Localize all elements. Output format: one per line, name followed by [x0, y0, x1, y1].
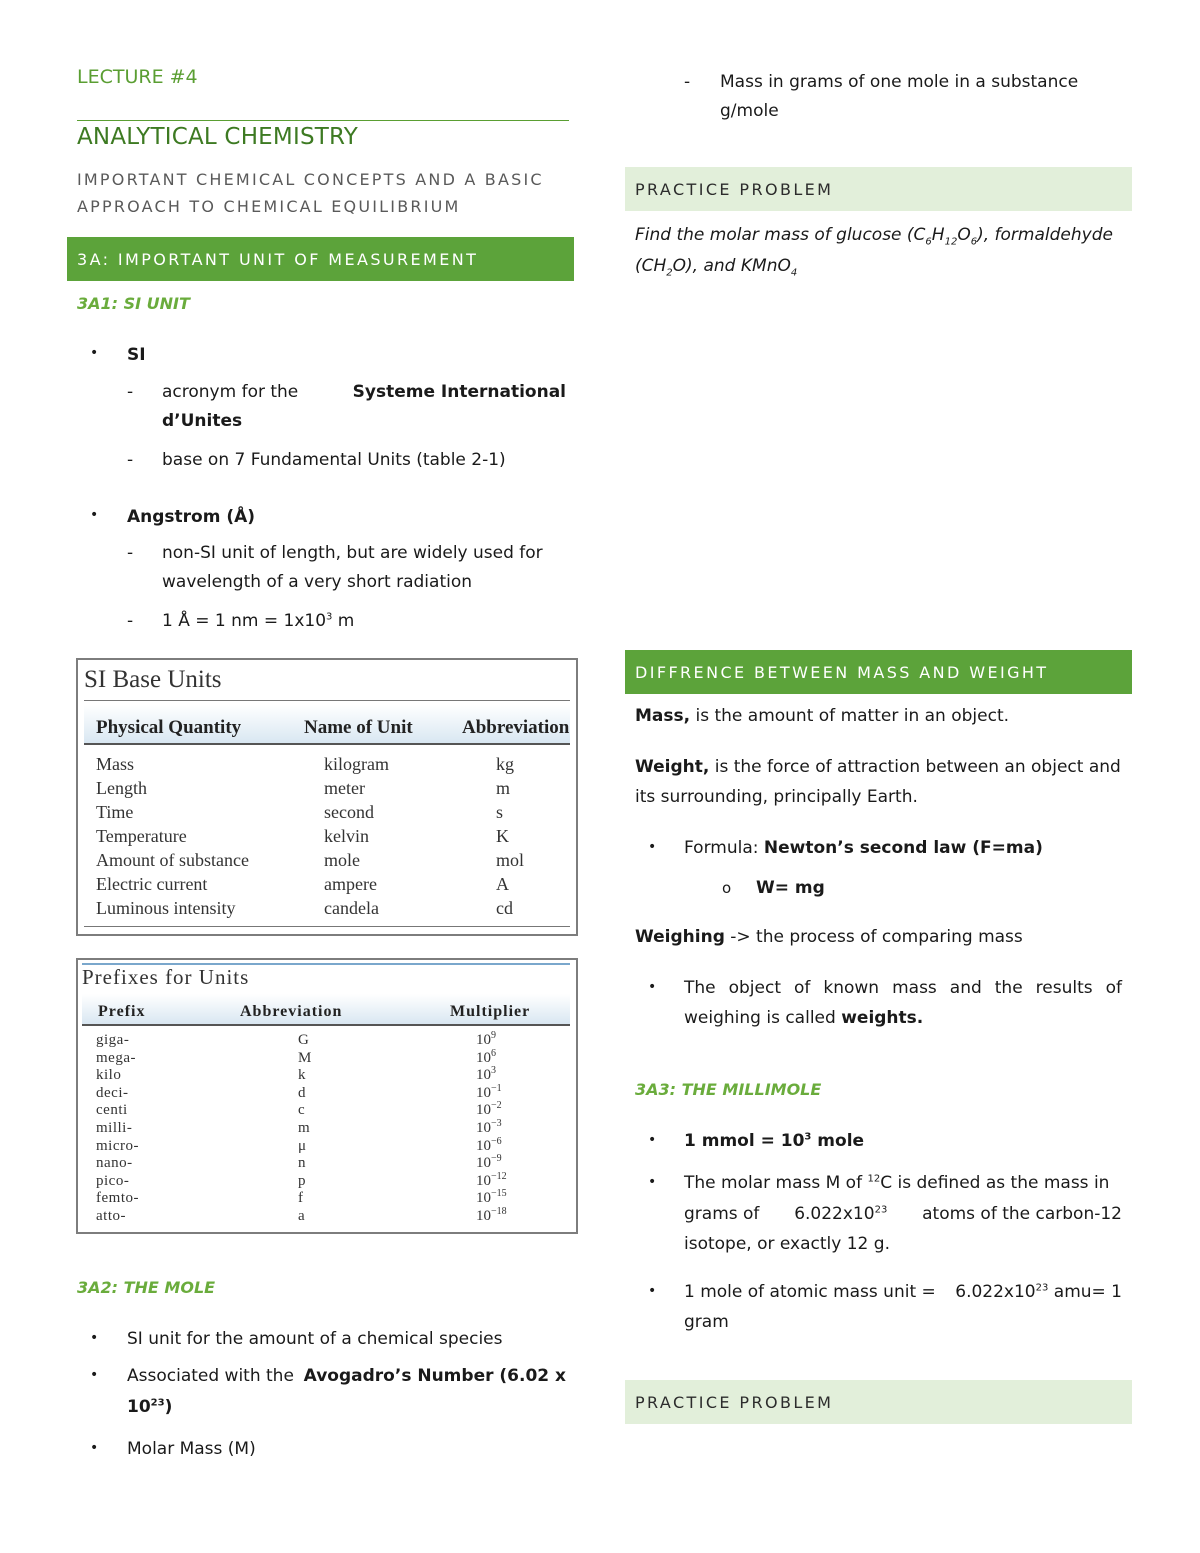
si-unit-cell: meter — [324, 778, 365, 798]
multiplier-exponent: −15 — [491, 1188, 507, 1200]
bullet-icon: • — [90, 1440, 99, 1456]
prefix-name-cell: nano- — [96, 1155, 133, 1172]
multiplier-base: 10 — [476, 1032, 491, 1048]
page-title: ANALYTICAL CHEMISTRY — [77, 124, 358, 150]
multiplier-exponent: −9 — [491, 1153, 502, 1165]
bullet-icon: • — [90, 507, 99, 523]
si-quantity-cell: Electric current — [96, 874, 208, 894]
multiplier-base: 10 — [476, 1208, 491, 1224]
prefix-multiplier-cell — [476, 1190, 507, 1207]
section-heading-3a: 3A: IMPORTANT UNIT OF MEASUREMENT — [67, 237, 574, 281]
section-heading-mass-weight: DIFFRENCE BETWEEN MASS AND WEIGHT — [625, 650, 1132, 694]
bullet-icon: • — [90, 345, 99, 361]
header-name-of-unit: Name of Unit — [304, 717, 413, 738]
prefix-name-cell: micro- — [96, 1137, 139, 1154]
header-physical-quantity: Physical Quantity — [96, 717, 242, 738]
si-unit-cell: second — [324, 802, 374, 822]
multiplier-exponent: −1 — [491, 1082, 502, 1094]
prefix-name-cell: deci- — [96, 1084, 129, 1101]
weight-definition-2: its surrounding, principally Earth. — [635, 787, 918, 807]
multiplier-base: 10 — [476, 1102, 491, 1119]
si-unit-cell: ampere — [324, 874, 377, 894]
prefix-multiplier-cell — [476, 1067, 496, 1084]
prefix-multiplier-cell — [476, 1032, 496, 1049]
subheading-millimole: 3A3: THE MILLIMOLE — [635, 1080, 822, 1099]
molar-mass-c12-1: The molar mass M of $^{12}$C is defined as the mass in — [684, 1173, 1110, 1193]
prefix-name-cell: centi — [96, 1102, 128, 1119]
multiplier-base: 10 — [476, 1067, 491, 1084]
amu-line-2: gram — [684, 1312, 729, 1332]
table-rule — [82, 963, 570, 965]
prefix-abbrev-cell: d — [298, 1084, 306, 1101]
si-abbrev-cell: s — [496, 802, 504, 822]
si-abbrev-cell: A — [496, 874, 509, 894]
mole-molar-mass: Molar Mass (M) — [127, 1439, 256, 1459]
bullet-icon: • — [648, 839, 657, 855]
bullet-icon: • — [648, 1132, 657, 1148]
si-fundamental-units: base on 7 Fundamental Units (table 2-1) — [162, 450, 506, 470]
prefix-multiplier-cell — [476, 1170, 507, 1190]
weight-definition-1: Weight, is the force of attraction between an object and — [635, 757, 1121, 777]
bullet-icon: • — [90, 1367, 99, 1383]
table-header-row — [84, 705, 570, 745]
sub-bullet-icon: o — [722, 879, 732, 897]
weights-line-2: weighing is called weights. — [684, 1008, 924, 1028]
si-quantity-cell: Luminous intensity — [96, 898, 236, 918]
formula-newton: Formula: Newton’s second law (F=ma) — [684, 838, 1043, 858]
millimole-definition: 1 mmol = $10^3$ mole — [684, 1131, 865, 1151]
multiplier-exponent: −12 — [491, 1170, 507, 1182]
si-abbrev-cell: K — [496, 826, 509, 846]
prefix-multiplier-cell — [476, 1082, 502, 1102]
si-base-units-table — [76, 658, 578, 936]
header-prefix: Prefix — [98, 1003, 146, 1020]
weight-equation: W= mg — [756, 878, 825, 898]
prefix-name-cell: mega- — [96, 1049, 136, 1066]
mole-avogadro-line: Associated with the Avogadro’s Number (6.02 x — [127, 1366, 566, 1386]
prefix-name-cell: femto- — [96, 1190, 139, 1207]
multiplier-base: 10 — [476, 1172, 491, 1189]
prefix-abbrev-cell: f — [298, 1190, 304, 1207]
prefix-abbrev-cell: G — [298, 1032, 310, 1048]
si-abbrev-cell: m — [496, 778, 511, 798]
bullet-icon: • — [648, 979, 657, 995]
multiplier-exponent: −6 — [491, 1135, 502, 1147]
multiplier-base: 10 — [476, 1084, 491, 1101]
prefix-abbrev-cell: μ — [298, 1137, 307, 1154]
prefix-multiplier-cell — [476, 1102, 502, 1119]
subheading-the-mole: 3A2: THE MOLE — [77, 1278, 216, 1297]
bullet-icon: • — [648, 1283, 657, 1299]
si-abbrev-cell: cd — [496, 898, 513, 918]
multiplier-base: 10 — [476, 1190, 491, 1207]
si-unit-cell: candela — [324, 898, 379, 918]
angstrom-conversion: 1 Å = 1 nm = $1x10^3$ m — [162, 611, 355, 631]
amu-line-1: 1 mole of atomic mass unit = $6.022x10^{23}$ amu= 1 — [684, 1282, 1122, 1302]
prefix-multiplier-cell — [476, 1047, 496, 1067]
si-abbrev-cell: kg — [496, 754, 514, 774]
prefix-multiplier-cell — [476, 1208, 507, 1225]
molar-mass-unit: g/mole — [720, 101, 779, 121]
angstrom-desc-2: wavelength of a very short radiation — [162, 572, 473, 592]
multiplier-base: 10 — [476, 1120, 491, 1136]
prefix-multiplier-cell — [476, 1155, 502, 1172]
bullet-icon: • — [648, 1174, 657, 1190]
prefix-name-cell: atto- — [96, 1208, 126, 1224]
multiplier-exponent: −2 — [491, 1100, 502, 1112]
si-abbrev-cell: mol — [496, 850, 525, 870]
si-quantity-cell: Length — [96, 778, 147, 798]
header-abbreviation: Abbreviation — [462, 717, 570, 738]
dash-icon: - — [127, 382, 134, 402]
practice-problem-heading-1: PRACTICE PROBLEM — [625, 167, 1132, 211]
si-quantity-cell: Mass — [96, 754, 135, 774]
mole-avogadro-line2: $10^{23}$) — [127, 1397, 173, 1417]
prefix-abbrev-cell: M — [298, 1049, 312, 1066]
prefix-multiplier-cell — [476, 1135, 502, 1155]
si-unit-cell: kilogram — [324, 754, 389, 774]
practice-problem-heading-2: PRACTICE PROBLEM — [625, 1380, 1132, 1424]
si-quantity-cell: Time — [96, 802, 134, 822]
table-caption: Prefixes for Units — [82, 965, 250, 989]
table-rule — [84, 700, 570, 701]
mass-definition: Mass, is the amount of matter in an object. — [635, 706, 1010, 726]
si-acronym-line2: d’Unites — [162, 411, 243, 431]
si-unit-cell: mole — [324, 850, 360, 870]
prefix-name-cell: milli- — [96, 1120, 133, 1136]
prefix-abbrev-cell: m — [298, 1120, 311, 1136]
molar-mass-c12-3: isotope, or exactly 12 g. — [684, 1234, 890, 1254]
prefix-abbrev-cell: a — [298, 1208, 306, 1224]
practice-problem-text-2: $(CH_2O)$, and KMnO$_4$ — [635, 256, 798, 279]
prefix-name-cell: giga- — [96, 1032, 130, 1048]
molar-mass-c12-2: grams of $6.022x10^{23}$ atoms of the carbon-12 — [684, 1204, 1122, 1224]
multiplier-base: 10 — [476, 1049, 491, 1066]
prefixes-table — [76, 958, 578, 1234]
weighing-definition: Weighing -> the process of comparing mass — [635, 927, 1023, 947]
subheading-si-unit: 3A1: SI UNIT — [77, 294, 190, 313]
si-unit-cell: kelvin — [324, 826, 369, 846]
multiplier-exponent: 3 — [491, 1065, 496, 1077]
table-caption: SI Base Units — [84, 666, 222, 693]
multiplier-base: 10 — [476, 1137, 491, 1154]
prefix-abbrev-cell: k — [298, 1067, 306, 1084]
prefix-abbrev-cell: c — [298, 1102, 306, 1119]
multiplier-exponent: 9 — [491, 1030, 496, 1041]
si-label: SI — [127, 345, 146, 365]
multiplier-exponent: 6 — [491, 1047, 496, 1059]
molar-mass-definition: Mass in grams of one mole in a substance — [720, 72, 1079, 92]
angstrom-label: Angstrom (Å) — [127, 507, 256, 527]
practice-problem-text-1: Find the molar mass of glucose $(C_6H_{12}O_6)$, formaldehyde — [635, 225, 1113, 248]
dash-icon: - — [684, 72, 691, 92]
si-quantity-cell: Temperature — [96, 826, 187, 846]
dash-icon: - — [127, 450, 134, 470]
page-subtitle: IMPORTANT CHEMICAL CONCEPTS AND A BASIC APPROACH TO CHEMICAL EQUILIBRIUM — [77, 170, 544, 216]
dash-icon: - — [127, 611, 134, 631]
angstrom-desc-1: non-SI unit of length, but are widely used for — [162, 543, 543, 563]
mole-si-unit: SI unit for the amount of a chemical species — [127, 1329, 503, 1349]
header-abbreviation: Abbreviation — [240, 1003, 343, 1020]
multiplier-exponent: −18 — [491, 1206, 507, 1217]
prefix-name-cell: kilo — [96, 1067, 122, 1084]
bullet-icon: • — [90, 1330, 99, 1346]
weights-line-1: The object of known mass and the results of — [684, 978, 1122, 998]
multiplier-base: 10 — [476, 1155, 491, 1172]
prefix-abbrev-cell: n — [298, 1155, 306, 1172]
prefix-name-cell: pico- — [96, 1172, 130, 1189]
lecture-label: LECTURE #4 — [77, 66, 198, 88]
title-divider — [77, 120, 569, 121]
si-quantity-cell: Amount of substance — [96, 850, 249, 870]
header-multiplier: Multiplier — [450, 1003, 531, 1020]
prefix-abbrev-cell: p — [298, 1172, 306, 1189]
multiplier-exponent: −3 — [491, 1118, 502, 1129]
prefix-multiplier-cell — [476, 1120, 502, 1137]
si-acronym-line: acronym for the Systeme International — [162, 382, 566, 402]
dash-icon: - — [127, 543, 134, 563]
table-header-row — [82, 994, 570, 1026]
table-bottom-rule — [84, 926, 570, 927]
